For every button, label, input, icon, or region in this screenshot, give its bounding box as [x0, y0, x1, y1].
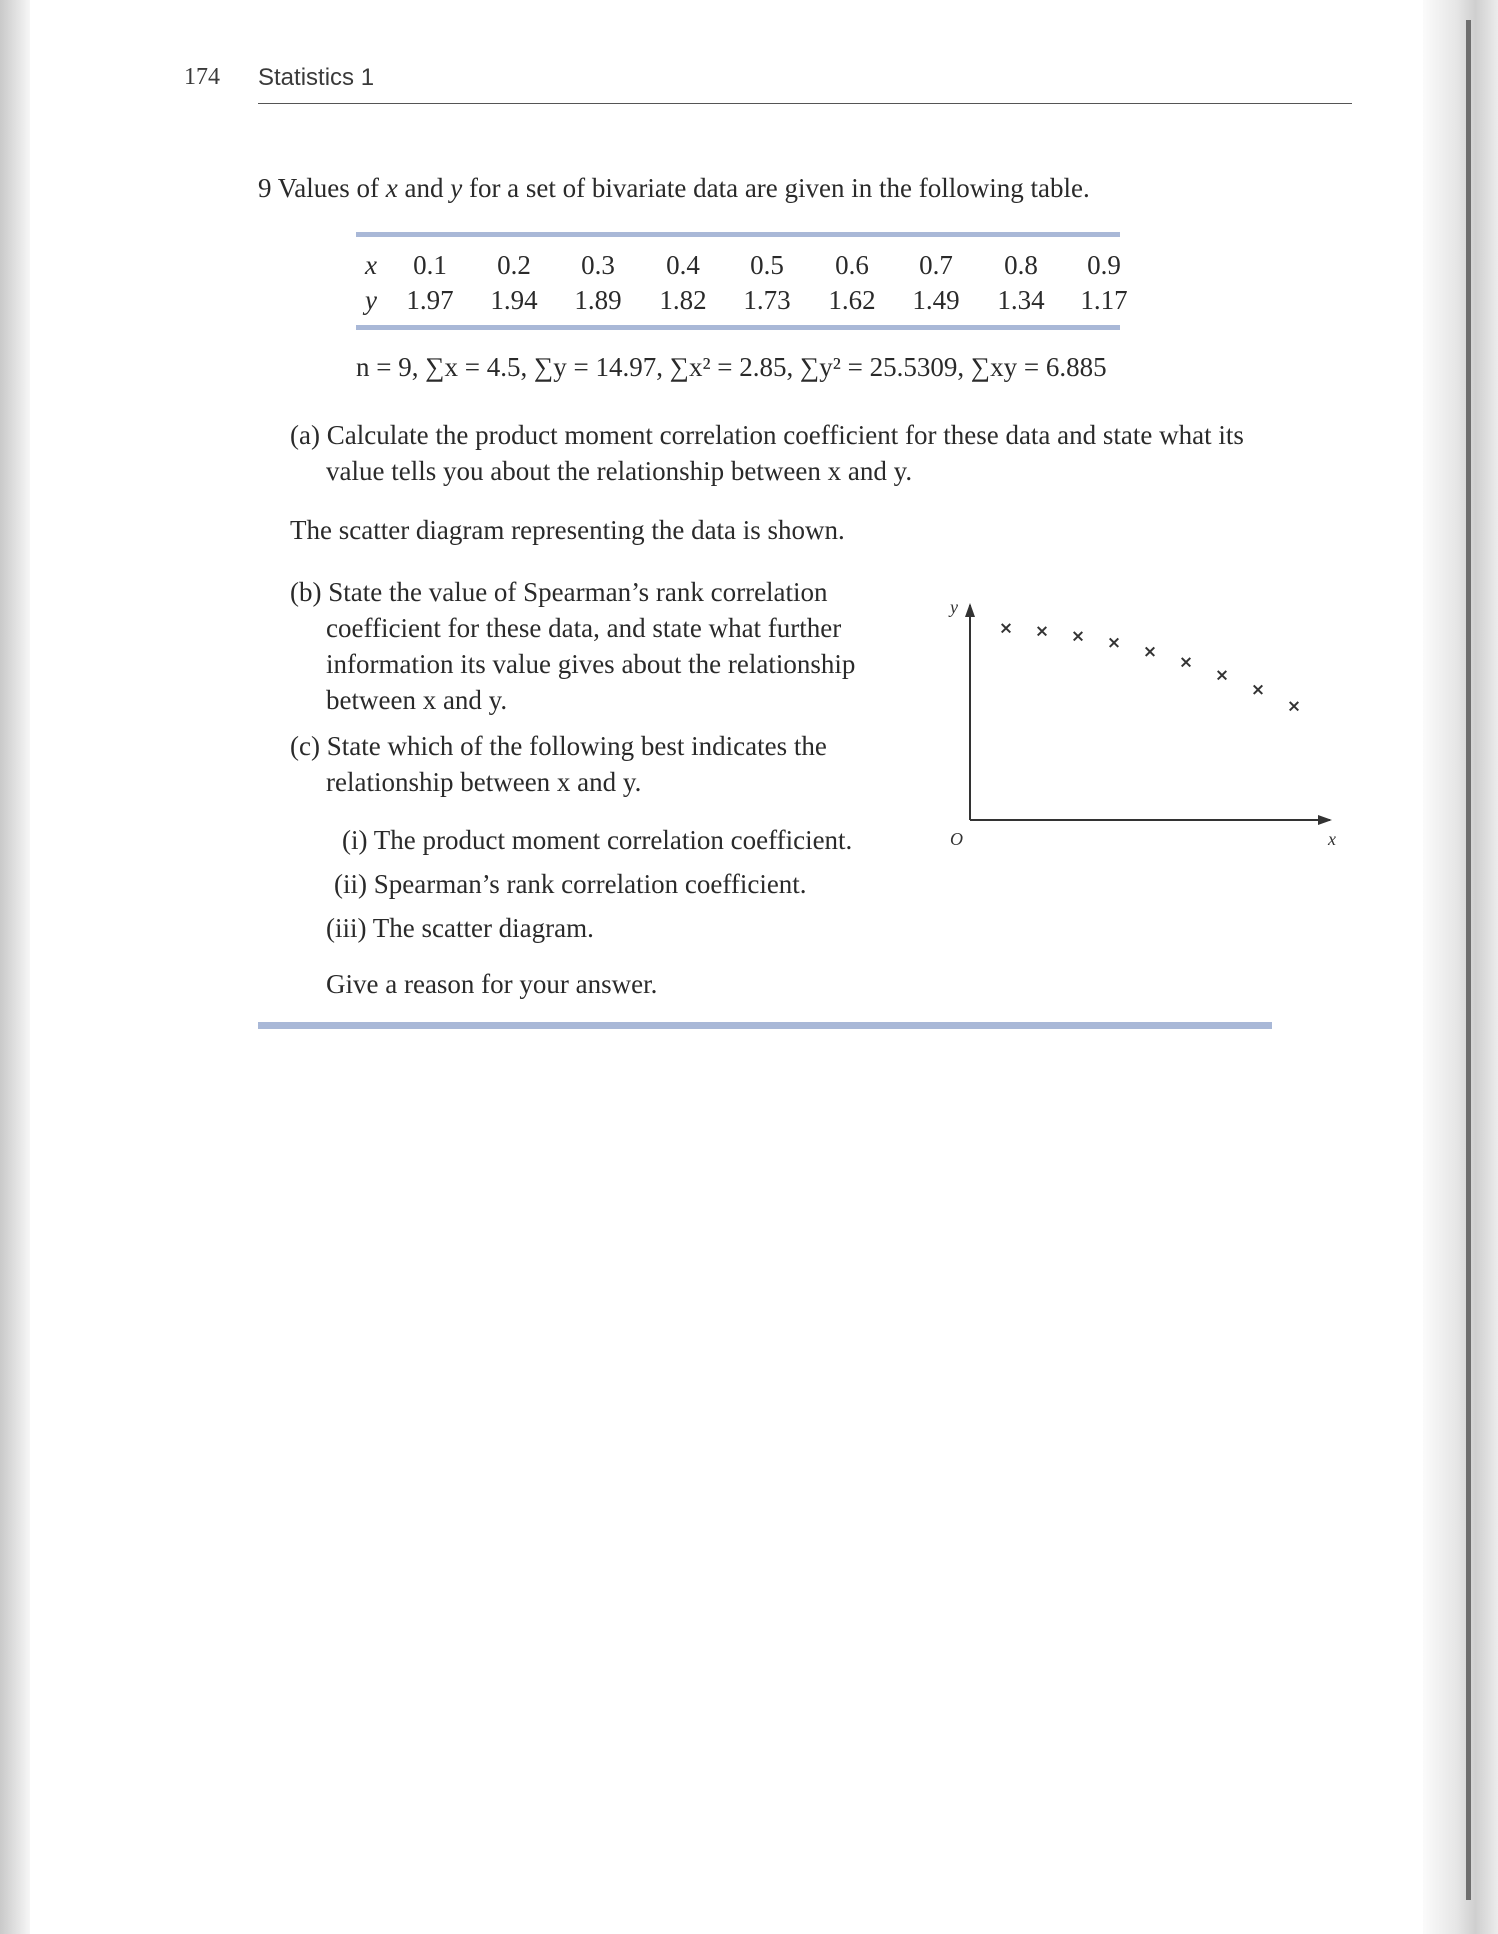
reason-prompt: Give a reason for your answer.: [326, 969, 658, 999]
table-row-label-y: y: [365, 285, 377, 315]
table-cell-x: 0.7: [919, 250, 953, 280]
scatter-diagram: [940, 595, 1360, 865]
y-axis-label: y: [950, 597, 958, 617]
table-row-label-x: x: [365, 250, 377, 280]
data-point-marker: ×: [1070, 626, 1086, 647]
data-point-marker: ×: [1106, 633, 1122, 654]
running-title: Statistics 1: [258, 64, 375, 91]
summary-sum-xy: ∑xy = 6.885: [970, 352, 1107, 382]
summary-sum-y2: ∑y² = 25.5309,: [800, 352, 965, 382]
summary-sum-x: ∑x = 4.5,: [425, 352, 528, 382]
data-point-marker: ×: [1034, 621, 1050, 642]
data-point-marker: ×: [998, 618, 1014, 639]
page-number: 174: [184, 64, 220, 90]
table-cell-x: 0.4: [666, 250, 700, 280]
origin-label: O: [950, 829, 963, 849]
part-c: (c) State which of the following best indicates the relationship between x and y.: [290, 731, 827, 797]
y-axis-arrow: [965, 603, 975, 617]
x-axis-label: x: [1328, 829, 1336, 849]
header-rule: [258, 103, 1352, 104]
option-i: (i) The product moment correlation coefficient.: [342, 825, 853, 855]
table-cell-y: 1.73: [743, 285, 791, 315]
table-cell-x: 0.3: [581, 250, 615, 280]
x-axis-arrow: [1318, 815, 1332, 825]
page-shadow-right: [1423, 0, 1498, 1934]
question-end-rule: [258, 1022, 1272, 1029]
summary-sum-x2: ∑x² = 2.85,: [669, 352, 794, 382]
part-b: (b) State the value of Spearman’s rank correlation coefficient for these data, and state what further information its value gives about the relationship between x and y.: [290, 577, 856, 715]
table-cell-x: 0.6: [835, 250, 869, 280]
table-cell-y: 1.49: [912, 285, 960, 315]
page-shadow-left: [0, 0, 30, 1934]
data-point-marker: ×: [1142, 641, 1158, 662]
table-cell-x: 0.8: [1004, 250, 1038, 280]
table-cell-y: 1.97: [406, 285, 454, 315]
table-cell-y: 1.82: [659, 285, 707, 315]
table-bottom-rule: [356, 325, 1120, 330]
summary-statistics: [356, 352, 1107, 383]
table-cell-y: 1.62: [828, 285, 876, 315]
scatter-intro: The scatter diagram representing the data is shown.: [290, 515, 845, 545]
table-cell-x: 0.2: [497, 250, 531, 280]
table-top-rule: [356, 232, 1120, 237]
question-intro: 9 Values of x and y for a set of bivariate data are given in the following table.: [258, 173, 1090, 203]
table-cell-y: 1.34: [997, 285, 1045, 315]
table-cell-y: 1.94: [490, 285, 538, 315]
table-cell-y: 1.89: [574, 285, 622, 315]
data-point-marker: ×: [1286, 696, 1302, 717]
page-binding-edge: [1466, 20, 1471, 1900]
table-cell-y: 1.17: [1080, 285, 1128, 315]
summary-n: n = 9,: [356, 352, 419, 382]
table-cell-x: 0.9: [1087, 250, 1121, 280]
option-ii: (ii) Spearman’s rank correlation coefficient.: [334, 869, 807, 899]
question-number: 9: [258, 173, 272, 203]
data-point-marker: ×: [1214, 665, 1230, 686]
summary-sum-y: ∑y = 14.97,: [533, 352, 663, 382]
option-iii: (iii) The scatter diagram.: [326, 913, 594, 943]
table-cell-x: 0.1: [413, 250, 447, 280]
data-point-marker: ×: [1250, 680, 1266, 701]
part-a: (a) Calculate the product moment correlation coefficient for these data and state what its value tells you about the relationship between x and y.: [290, 420, 1244, 486]
table-cell-x: 0.5: [750, 250, 784, 280]
data-point-marker: ×: [1178, 652, 1194, 673]
